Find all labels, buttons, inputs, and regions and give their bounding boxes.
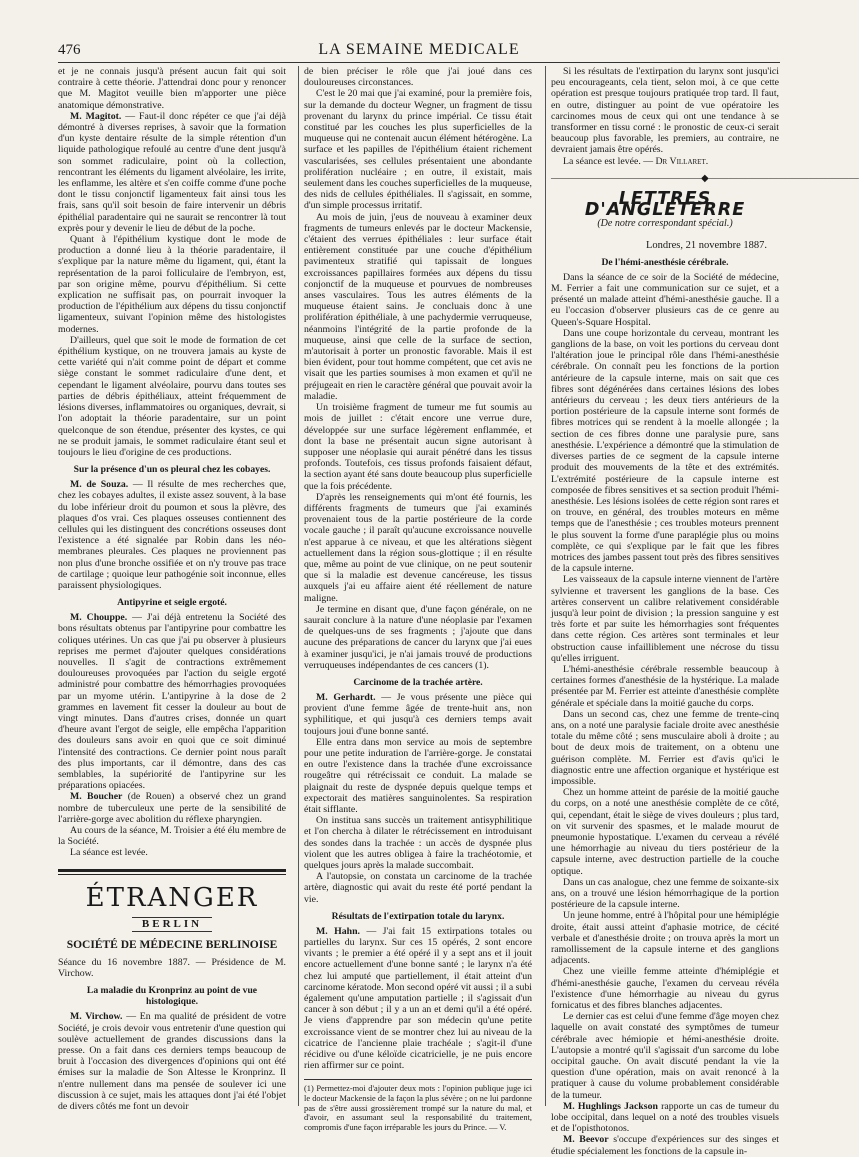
society-heading: SOCIÉTÉ DE MÉDECINE BERLINOISE xyxy=(66,938,278,951)
column-2 xyxy=(304,66,532,1132)
section-heading: La maladie du Kronprinz au point de vue histologique. xyxy=(86,985,258,1008)
paragraph: Le dernier cas est celui d'une femme d'âge moyen chez laquelle on avait constaté des symptômes de tumeur cérébrale avec hémiopie et hémi-anesthésie droite. L'autopsie a montré qu'il s'agissait d'un sarcome du lobe occipital gauche. On avait discuté pendant la vie la question d'une opération, mais on avait renoncé à la pratiquer à cause du volume probablement considérable de la tumeur. xyxy=(551,1011,779,1101)
correspondent-note: (De notre correspondant spécial.) xyxy=(597,218,733,230)
paragraph: de bien préciser le rôle que j'ai joué dans ces douloureuses circonstances. xyxy=(304,66,532,89)
paragraph: On institua sans succès un traitement antisyphilitique et l'on chercha à dilater le rétrécissement en introduisant des sondes dans la trachée : un accès de dyspnée plus violent que les autres obligea à faire la trachéotomie, et quelques jours après la malade succombait. xyxy=(304,815,532,872)
paragraph: Au mois de juin, j'eus de nouveau à examiner deux fragments de tumeurs enlevés par le docteur Mackensie, c'étaient des verrues épithéliales : leur surface était entièrement constituée par une couche d'épithélium pavimenteux stratifié qui tapissait de longues excroissances papillaires formées aux dépens du tissu conjonctif de la muqueuse et pourvues de nombreuses anses vasculaires. Tous les autres éléments de la muqueuse étaient sains. Je concluais donc à une prolifération épithéliale, à une pachydermie verruqueuse, néanmoins l'intégrité de la partie profonde de la muqueuse, ainsi que celle de la surface de section, m'autorisait à porter un pronostic favorable. Mais il est bien évident, pour tout homme compétent, que cet avis ne visait que les parties soumises à mon examen et qu'il ne préjugeait en rien le caractère général que pouvait avoir la maladie. xyxy=(304,211,532,402)
speaker-name: M. Boucher xyxy=(70,791,123,803)
column-3 xyxy=(551,66,859,1157)
section-divider xyxy=(58,869,286,875)
paragraph: C'est le 20 mai que j'ai examiné, pour la première fois, sur la demande du docteur Wegner, un fragment de tissu provenant du larynx du prince impérial. Ce tissu était constitué par les couches les plus superficielles de la muqueuse qui ne contenait aucun élément hétérogène. La surface et les papilles de l'épithélium étaient richement vascularisées, ses cellules présentaient une abondante prolifération nucléaire ; en outre, il existait, mais seulement dans les couches superficielles de la muqueuse, des nids de cellules épithéliales. Il s'agissait, en somme, d'un simple processus irritatif. xyxy=(304,88,532,212)
paragraph xyxy=(304,692,532,737)
paragraph: Au cours de la séance, M. Troisier a été élu membre de la Société. xyxy=(58,825,286,848)
section-heading: De l'hémi-anesthésie cérébrale. xyxy=(601,256,729,268)
speaker-name: M. de Souza. xyxy=(70,479,129,491)
speaker-name: M. Gerhardt. xyxy=(316,691,376,703)
page-header xyxy=(58,40,780,63)
paragraph: Un jeune homme, entré à l'hôpital pour une hémiplégie droite, était aussi atteint d'aphasie motrice, de cécité verbale et d'anesthésie droite ; on trouva après la mort un ramollissement de la capsule interne et des ganglions adjacents. xyxy=(551,910,779,967)
paragraph xyxy=(551,1101,779,1135)
section-title-etranger: ÉTRANGER xyxy=(85,882,259,913)
paragraph xyxy=(551,1134,779,1156)
paragraph xyxy=(58,111,286,234)
page-number: 476 xyxy=(58,42,81,58)
paragraph-text: La séance est levée. — xyxy=(563,155,654,167)
paragraph xyxy=(58,479,286,591)
paragraph: Un troisième fragment de tumeur me fut soumis au mois de juillet : c'était encore une verrue dure, développée sur une surface légèrement enflammée, et dont la base ne présentait aucun signe autorisant à supposer une néoplasie qui aurait pénétré dans les tissus profonds. Toutefois, ces tissus profonds faisaient défaut, la section ayant été sans doute beaucoup plus superficielle que la fois précédente. xyxy=(304,402,532,492)
paragraph: Dans un second cas, chez une femme de trente-cinq ans, on a noté une paralysie faciale droite avec anesthésie totale du même côté ; sens musculaire aboli à droite ; au bout de deux mois de traitement, on a obtenu une guérison complète. M. Ferrier est d'avis qu'ici le diagnostic entre une affection organique et hystérique est impossible. xyxy=(551,708,779,787)
column-rule-2 xyxy=(545,66,546,1106)
section-title-lettres: LETTRES D'ANGLETERRE xyxy=(584,189,746,221)
section-heading: Carcinome de la trachée artère. xyxy=(353,676,483,688)
paragraph: A l'autopsie, on constata un carcinome de la trachée artère, diagnostic qui avait du reste été porté pendant la vie. xyxy=(304,871,532,905)
speaker-name: M. Hahn. xyxy=(316,925,360,937)
paragraph xyxy=(551,156,779,167)
paragraph-text: — J'ai fait 15 extirpations totales ou partielles du larynx. Sur ces 15 opérés, 2 sont encore vivants ; le premier a été opéré il y a sept ans et il jouit encore actuellement d'une bonne santé ; le larynx n'a été chez lui amputé que partiellement, il était atteint d'un carcinome kératode. Mon second opéré vit aussi ; il a subi également qu'une amputation partielle ; il s'agissait d'un cancer à son début ; il y a un an et demi qu'il a été opéré. Je viens d'apprendre par son médecin qu'une petite excroissance vient de se montrer chez lui au niveau de la cicatrice de l'ancienne plaie trachéale ; s'agit-il d'une récidive ou d'une kéloïde cicatricielle, je ne puis encore rien affirmer sur ce point. xyxy=(304,925,532,1072)
paragraph: et je ne connais jusqu'à présent aucun fait qui soit contraire à cette théorie. J'attendrai donc pour y renoncer que M. Magitot veuille bien m'apporter une pièce anatomique démonstrative. xyxy=(58,66,286,111)
paragraph xyxy=(58,1011,286,1112)
paragraph-text: — Faut-il donc répéter ce que j'ai déjà démontré à diverses reprises, à savoir que la formation d'un kyste dentaire résulte de la simple rétention d'un liquide pathologique refoulé au centre d'une dent jusqu'à son sommet radiculaire, point où la collection, rencontrant les éléments du ligament alvéolaire, les irrite, les enflamme, les altère et s'en coiffe comme d'une poche dont le tissu conjonctif ligamenteux fait ainsi tous les frais, sans qu'il soit besoin de faire intervenir un débris épithélial paradentaire qui ne saurait se rencontrer là tout exprès pour y devenir le lieu de début de la poche. xyxy=(58,110,286,234)
speaker-name: M. Hughlings Jackson xyxy=(563,1100,658,1112)
paragraph: D'après les renseignements qui m'ont été fournis, les différents fragments de tumeurs que j'ai examinés provenaient tous de la partie postérieure de la corde vocale gauche ; il paraît qu'aucune excroissance nouvelle n'est apparue à ce niveau, et que les altérations siègent actuellement dans la région sous-glottique ; il en résulte que, même au point de vue clinique, on ne peut soutenir que si la maladie est devenue cancéreuse, les tissus auxquels j'ai eu affaire aient été réellement de nature maligne. xyxy=(304,491,532,604)
speaker-name: M. Chouppe. xyxy=(70,612,128,624)
city-heading: BERLIN xyxy=(132,917,212,932)
paragraph: Chez un homme atteint de parésie de la moitié gauche du corps, on a noté une anesthésie complète de ce côté, qui, cependant, était le siège de vives douleurs ; plus tard, on vit survenir des spasmes, et le malade mourut de pneumonie hypostatique. L'examen du cerveau a révélé une hémorrhagie au niveau du tiers postérieur de la capsule interne, avec destruction partielle de la couche optique. xyxy=(551,787,779,877)
paragraph: Dans un cas analogue, chez une femme de soixante-six ans, on a trouvé une lésion hémorrhagique de la portion postérieure de la capsule interne. xyxy=(551,876,779,911)
speaker-name: M. Magitot. xyxy=(70,110,122,122)
paragraph: D'ailleurs, quel que soit le mode de formation de cet épithélium kystique, on ne trouvera jamais au kyste de cette variété qui n'ait comme point de départ et comme siège constant le sommet radiculaire d'une dent, et cependant le ligament alvéolaire, pourvu dans toutes ses parties de débris épithéliaux, atteint fréquemment de lésions diverses, inflammatoires ou organiques, devrait, si l'on adoptait la théorie paradentaire, sur un point quelconque de son étendue, présenter des kystes, ce qui ne se produit jamais, le sommet radiculaire étant seul et toujours le lieu d'origine de ces productions. xyxy=(58,334,286,458)
dateline: Londres, 21 novembre 1887. xyxy=(645,239,767,251)
paragraph-text: s'occupe d'expériences sur des singes et étudie spécialement les fonctions de la capsule in- xyxy=(551,1134,779,1157)
column-rule-1 xyxy=(298,66,299,1106)
paragraph xyxy=(58,791,286,825)
ornamental-divider: ―――――――――――――――◆――――――――――――――― xyxy=(551,172,859,184)
section-heading: Antipyrine et seigle ergoté. xyxy=(117,597,227,609)
paragraph xyxy=(58,612,286,791)
section-heading: Sur la présence d'un os pleural chez les cobayes. xyxy=(73,464,271,476)
signature: Dr Villaret. xyxy=(655,155,709,167)
session-line: Séance du 16 novembre 1887. — Présidence de M. Virchow. xyxy=(58,957,286,980)
column-1 xyxy=(58,66,286,1113)
paragraph-text: (de Rouen) a observé chez un grand nombre de tuberculeux une perte de la sensibilité de l'arrière-gorge avec abolition du réflexe pharyngien. xyxy=(58,791,286,825)
paragraph: La séance est levée. xyxy=(70,847,148,859)
paragraph-text: — En ma qualité de président de votre Société, je crois devoir vous entretenir d'une question qui soulève actuellement de grandes discussions dans la presse. On a fait dans ces derniers temps beaucoup de bruit à l'occasion des divergences d'opinions qui ont été émises sur la maladie de Son Altesse le Kronprinz. Il n'entre nullement dans ma pensée de soulever ici une discussion à ce sujet, mais les attaques dont j'ai été l'objet de divers côtés me font un devoir xyxy=(58,1011,286,1113)
paragraph: Chez une vieille femme atteinte d'hémiplégie et d'hémi-anesthésie gauche, l'examen du cerveau révéla l'existence d'une hémorrhagie au niveau du gyrus fornicatus et des fibres blanches adjacentes. xyxy=(551,966,779,1012)
paragraph: L'hémi-anesthésie cérébrale ressemble beaucoup à certaines formes d'anesthésie de la hystérique. La malade présentée par M. Ferrier est atteinte d'anesthésie complète générale et spéciale dans la moitié gauche du corps. xyxy=(551,663,779,709)
section-heading: Résultats de l'extirpation totale du larynx. xyxy=(331,910,505,922)
paragraph-text: — J'ai déjà entretenu la Société des bons résultats obtenus par l'antipyrine pour combattre les coliques utérines. Un cas que j'ai pu observer à plusieurs reprises me permet d'ajouter quelques considérations nouvelles. Il s'agit de contractions extrêmement douloureuses provoquées par l'action du seigle ergoté administré pour combattre des hémorrhagies provoquées par un myome utérin. L'antipyrine à la dose de 2 grammes en lavement fit cesser la douleur au bout de vingt minutes. Dans d'autres crises, donnée un quart d'heure avant l'ergot de seigle, elle empêcha l'apparition des douleurs sans avoir en quoi que ce soit diminué l'intensité des contractions. Ce dernier point nous paraît des plus importants, car il démontre, dans des cas semblables, la supériorité de l'antipyrine sur les préparations opiacées. xyxy=(58,612,286,792)
speaker-name: M. Virchow. xyxy=(70,1011,123,1023)
paragraph-text: — Je vous présente une pièce qui provient d'une femme âgée de trente-huit ans, non syphilitique, et qui jusqu'à ces derniers temps avait toujours joui d'une bonne santé. xyxy=(304,691,532,737)
speaker-name: M. Beevor xyxy=(563,1134,609,1146)
paragraph: Quant à l'épithélium kystique dont le mode de production a donné lieu à la théorie paradentaire, il s'explique par la nature même du ligament, qui, étant la représentation de la paroi folliculaire de l'embryon, est, par son origine même, pourvu d'épithélium. Si cette explication ne suffisait pas, on pourrait invoquer la production de l'épithélium aux dépens du tissu conjonctif ligamenteux, suivant l'opinion même des histologistes modernes. xyxy=(58,234,286,335)
paragraph: Les vaisseaux de la capsule interne viennent de l'artère sylvienne et traversent les ganglions de la base. Ces artères conservent un calibre relativement considérable jusqu'à leur point de division ; la pression sanguine y est très forte et par suite les hémorrhagies sont fréquentes dans cette région. Ces artères sont terminales et leur obstruction cause infailliblement une nécrose du tissu qu'elles irriguent. xyxy=(551,574,779,664)
paragraph xyxy=(304,926,532,1072)
journal-title: LA SEMAINE MEDICALE xyxy=(318,41,520,58)
paragraph: Je termine en disant que, d'une façon générale, on ne saurait conclure à la nature d'une néoplasie par l'examen de quelques-uns de ses fragments ; j'ajoute que dans aucune des préparations de cancer du larynx que j'ai eues à examiner jusqu'ici, je n'ai jamais trouvé de productions verruqueuses indépendantes de ces cancers (1). xyxy=(304,603,532,671)
paragraph: Elle entra dans mon service au mois de septembre pour une petite induration de l'arrière-gorge. Je constatai en outre l'existence dans la trachée d'une excroissance rougeâtre qui rétrécissait ce conduit. La malade se plaignait du reste de dyspnée depuis quelque temps et expectorait des matières sanguinolentes. Sa respiration était sifflante. xyxy=(304,736,532,815)
paragraph-text: — Il résulte de mes recherches que, chez les cobayes adultes, il existe assez souvent, à la base du lobe inférieur droit du poumon et sous la plèvre, des plaques d'os vrai. Ces plaques osseuses contiennent des cellules qui les distinguent des concrétions osseuses dont l'existence a été signalée par Robin dans les néo-membranes pleurales. Ces plaques ne proviennent pas non plus d'une bronche ossifiée et on n'y trouve pas trace de cartilage ; quoique leur pathogénie soit inconnue, elles paraissent physiologiques. xyxy=(58,479,286,591)
footnote: (1) Permettez-moi d'ajouter deux mots : l'opinion publique juge ici le docteur Mackensie de la façon la plus sévère ; on ne lui pardonne pas de s'être aussi grossièrement trompé sur la nature du mal, et d'avoir, en assumant seul la responsabilité du traitement, compromis d'une façon irréparable les jours du Prince. — V. xyxy=(304,1079,532,1132)
paragraph: Dans la séance de ce soir de la Société de médecine, M. Ferrier a fait une communication sur ce sujet, et a présenté un malade atteint d'hémi-anesthésie gauche. Il a eu l'occasion d'observer plusieurs cas de ce genre au Queen's-Square Hospital. xyxy=(551,271,779,328)
paragraph-text: rapporte un cas de tumeur du lobe occipital, dans lequel on a noté des troubles visuels et de l'opisthotonos. xyxy=(551,1100,779,1135)
paragraph: Dans une coupe horizontale du cerveau, montrant les ganglions de la base, on voit les portions du cerveau dont l'altération joue le principal rôle dans l'hémi-anesthésie cérébrale. On connaît peu les fonctions de la portion antérieure de la capsule interne, mais on sait que ces fibres sont dégénérées dans certaines lésions des lobes antérieurs du cerveau ; les deux tiers antérieurs de la portion postérieure de la capsule interne sont formés de fibres motrices qui se rendent à la moelle allongée ; la section de ces fibres donne une paralysie pure, sans anesthésie. L'expérience a démontré que la stimulation de diverses parties de ce segment de la capsule interne produit des mouvements de la tête et des extrémités. L'extrémité postérieure de la capsule interne est composée de fibres sensitives et sa section produit l'hémi-anesthésie. Les lésions isolées de cette région sont rares et on trouve, en général, des troubles moteurs en même temps que de l'anesthésie ; ces troubles moteurs prennent le plus souvent la forme d'une paraplégie plus ou moins complète, ce qui s'explique par le fait que les fibres motrices des jambes passent tout près des fibres sensitives de la capsule interne. xyxy=(551,327,780,575)
paragraph: Si les résultats de l'extirpation du larynx sont jusqu'ici peu encourageants, cela tient, selon moi, à ce que cette opération est presque toujours pratiquée trop tard. Il faut, en outre, distinguer au point de vue opératoire les carcinomes mous de ceux qui ont une tendance à se transformer en tissu corné : le pronostic de ceux-ci serait beaucoup plus favorable, les premiers, au contraire, ne devraient jamais être opérés. xyxy=(551,66,779,156)
